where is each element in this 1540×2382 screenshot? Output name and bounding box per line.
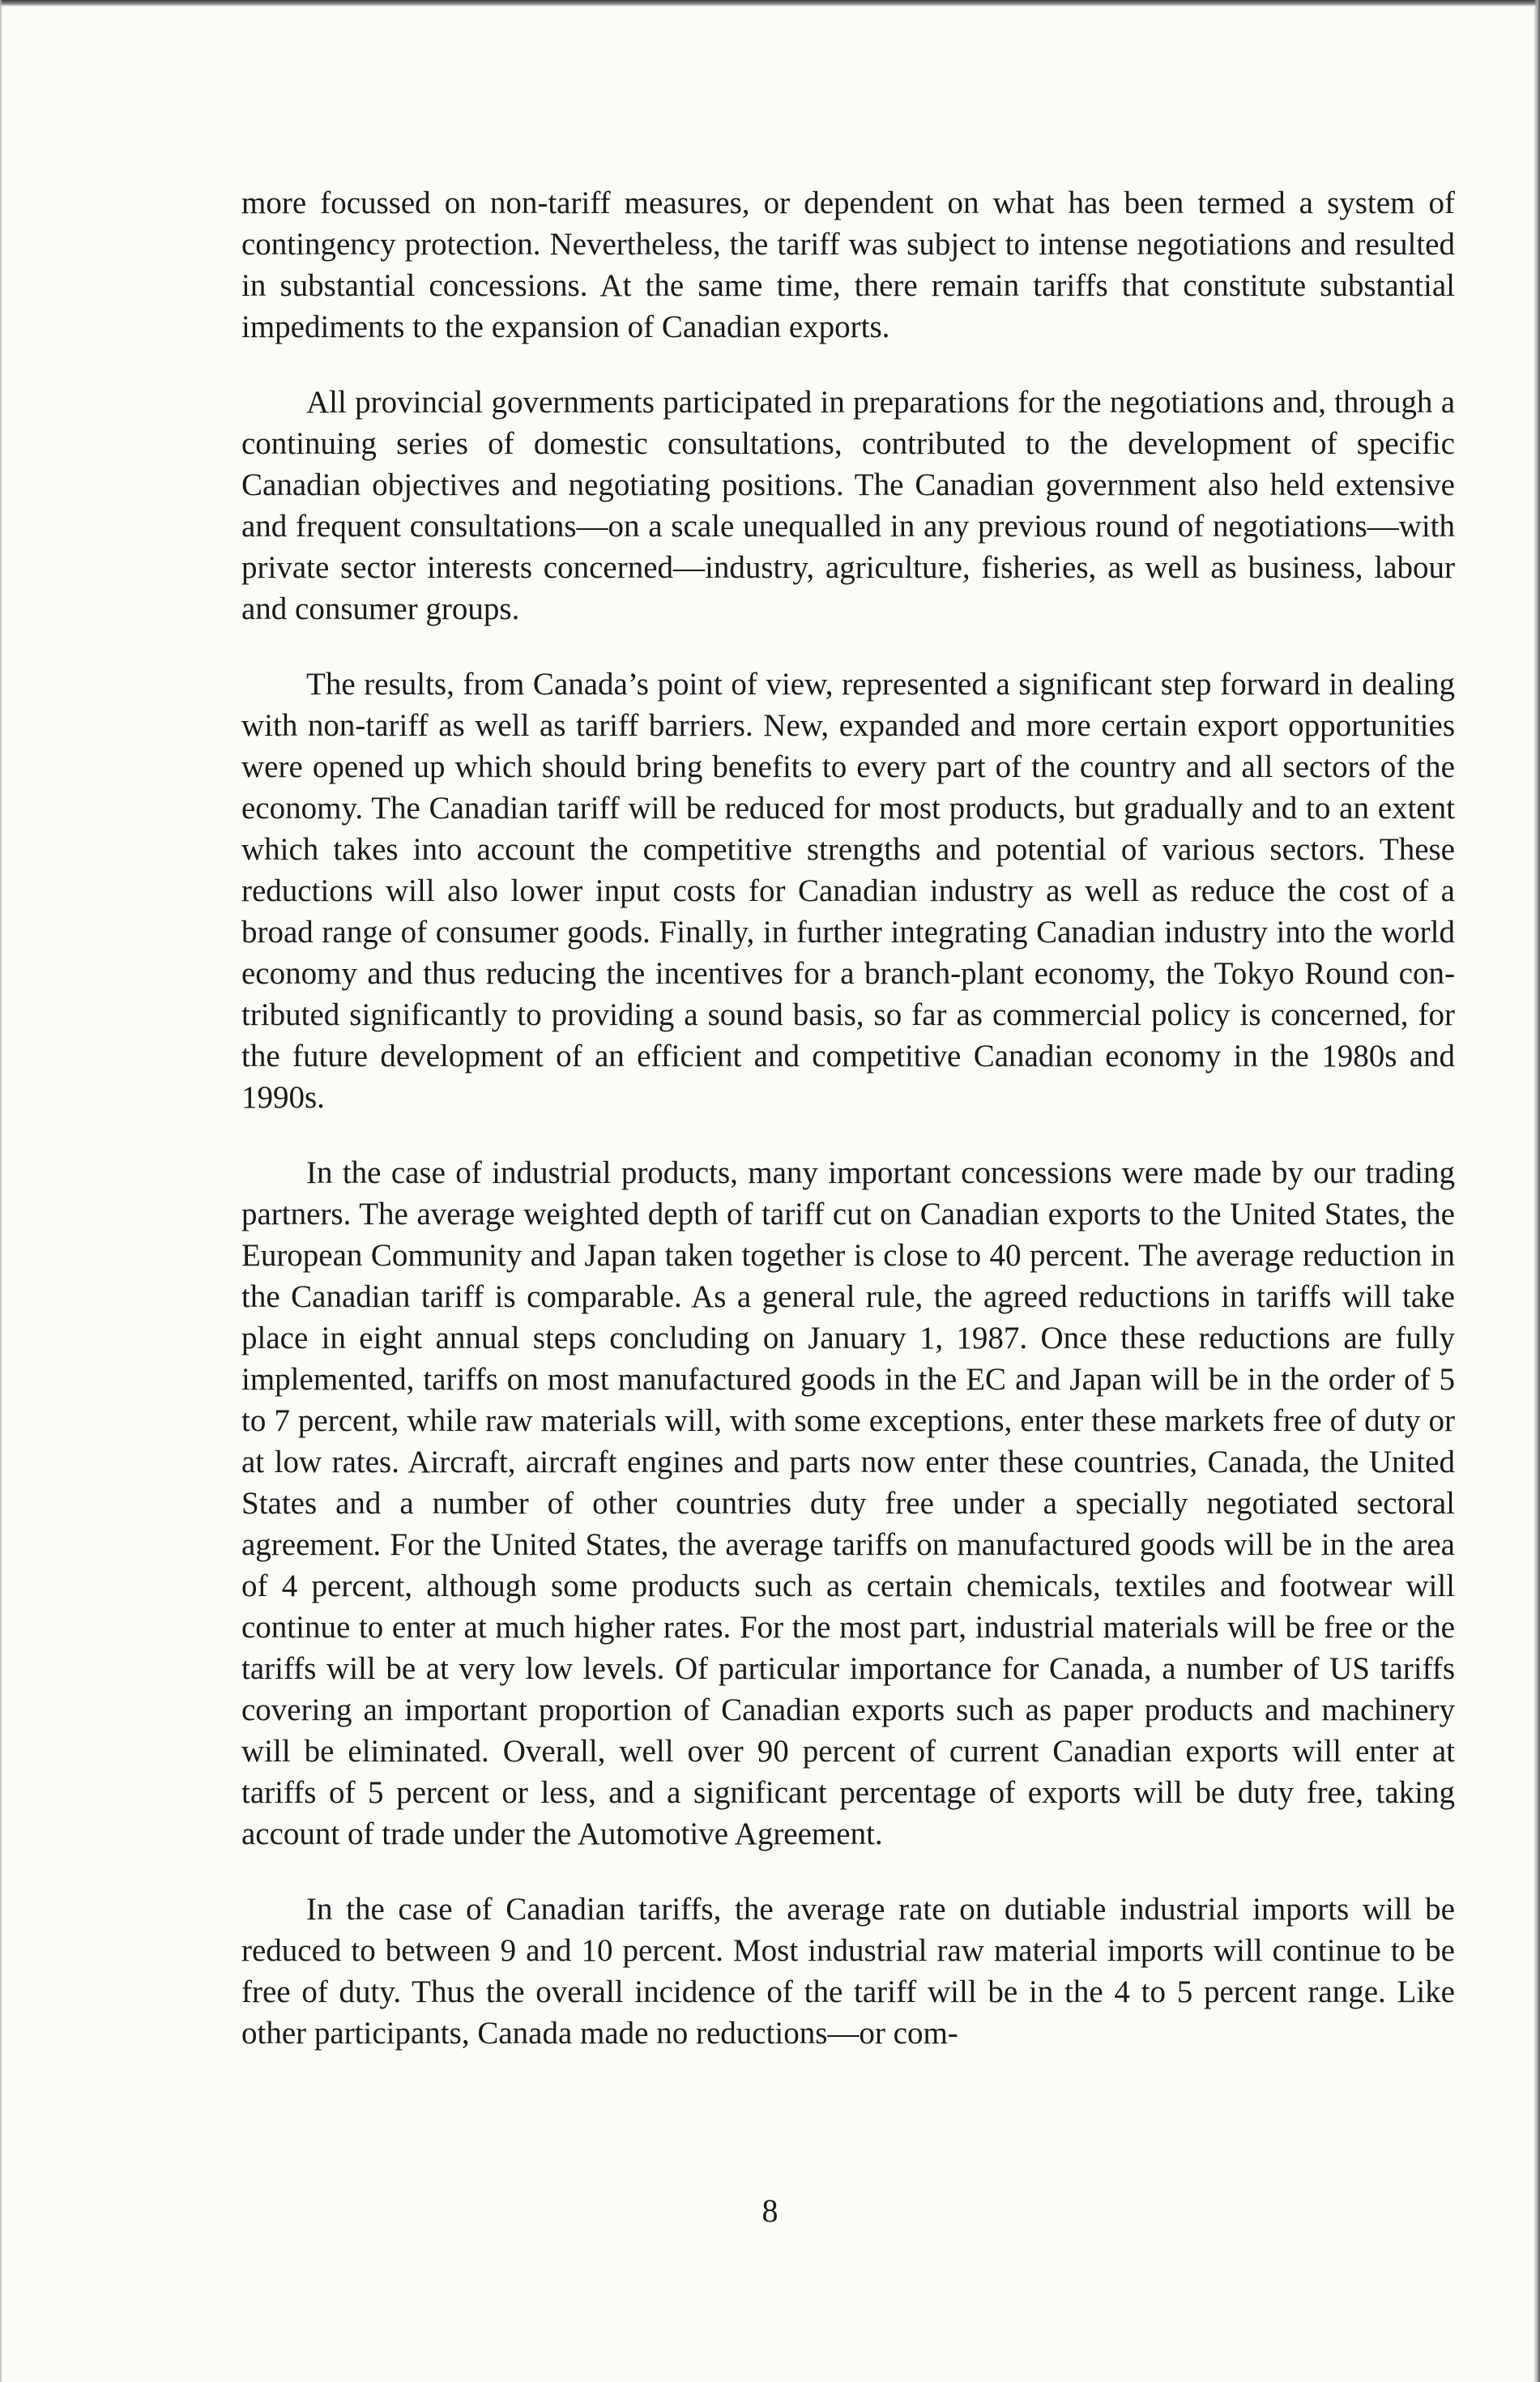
paragraph-provincial-governments: All provincial governments participated in preparations for the negotiations and, through a continuing series of domestic consultations, contributed to the development of specific Canadian objectives and negotiating positions. The Canadian government also held extensive and frequent consultations—on a scale unequalled in any previous round of negotiations—with private sector interests concerned—industry, agriculture, fisheries, as well as business, labour and consumer groups. — [241, 385, 1455, 626]
paragraph-industrial-products: In the case of industrial products, many important concessions were made by our trading partners. The average weighted depth of tariff cut on Canadian exports to the United States, the European Community and Japan taken together is close to 40 percent. The average reduction in the Canadian tariff is comparable. As a general rule, the agreed reductions in tariffs will take place in eight annual steps concluding on January 1, 1987. Once these reductions are fully implemented, tariffs on most manufactured goods in the EC and Japan will be in the order of 5 to 7 percent, while raw materials will, with some exceptions, enter these markets free of duty or at low rates. Aircraft, aircraft engines and parts now enter these countries, Canada, the United States and a number of other countries duty free under a specially negotiated sectoral agreement. For the United States, the average tariffs on manufactured goods will be in the area of 4 percent, although some products such as certain chemicals, textiles and footwear will continue to enter at much higher rates. For the most part, industrial materials will be free or the tariffs will be at very low levels. Of particular importance for Canada, a number of US tariffs covering an important proportion of Canadian exports such as paper products and machinery will be eliminated. Overall, well over 90 percent of current Canadian exports will enter at tariffs of 5 percent or less, and a significant percentage of exports will be duty free, taking account of trade under the Automotive Agreement. — [241, 1155, 1455, 1851]
paragraph-continuation: more focussed on non-tariff measures, or dependent on what has been termed a system of contingency protection. Nevertheless, the tariff was subject to intense negotiations and resulted in substantial concessions. At the same time, there remain tariffs that constitute substantial impediments to the expansion of Canadian exports. — [241, 186, 1455, 344]
paragraph-results: The results, from Canada’s point of view, represented a significant step forward in dealing with non-tariff as well as tariff barriers. New, expanded and more certain export opportunities were opened up which should bring benefits to every part of the country and all sectors of the economy. The Canadian tariff will be reduced for most products, but gradually and to an extent which takes into account the competitive strengths and potential of various sectors. These reductions will also lower input costs for Canadian industry as well as reduce the cost of a broad range of consumer goods. Finally, in further integrating Canadian industry into the world economy and thus reducing the incentives for a branch-plant economy, the Tokyo Round contributed significantly to providing a sound basis, so far as commercial policy is concerned, for the future development of an efficient and competitive Canadian economy in the 1980s and 1990s. — [241, 667, 1455, 1115]
paragraph-canadian-tariffs: In the case of Canadian tariffs, the average rate on dutiable industrial imports will be reduced to between 9 and 10 percent. Most industrial raw material imports will continue to be free of duty. Thus the overall incidence of the tariff will be in the 4 to 5 percent range. Like other participants, Canada made no reductions—or com- — [241, 1892, 1455, 2051]
document-body — [241, 182, 1455, 2088]
scan-edge-top — [0, 0, 1540, 6]
page-number: 8 — [761, 2192, 779, 2229]
scan-edge-right — [1534, 0, 1540, 2382]
scan-edge-left — [0, 0, 2, 2382]
